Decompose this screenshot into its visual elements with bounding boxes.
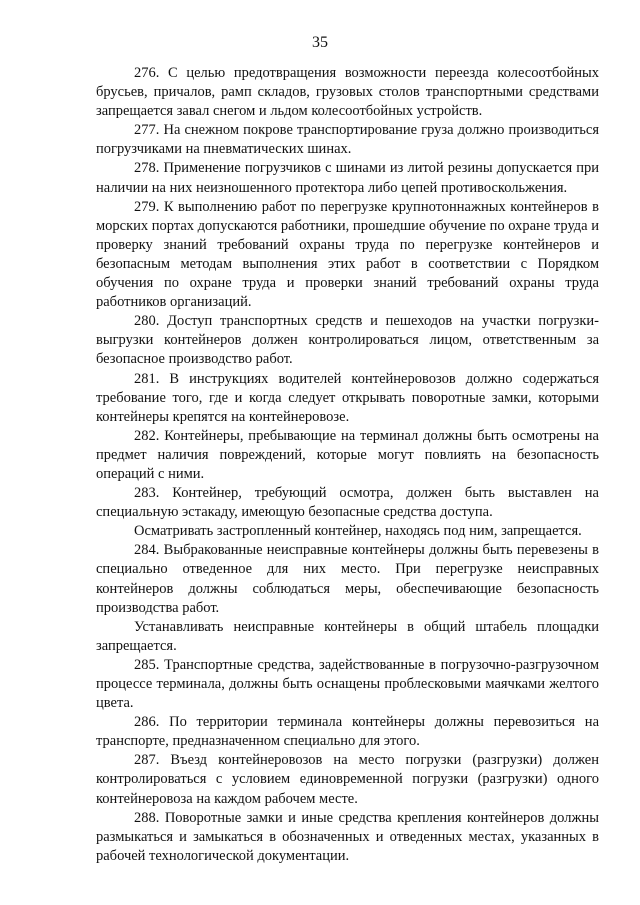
paragraph-285: 285. Транспортные средства, задействованные в погрузочно-разгрузочном процессе терминала, должны быть оснащены проблесковыми маячками желтого цвета. (96, 656, 599, 712)
paragraph-280: 280. Доступ транспортных средств и пешеходов на участки погрузки-выгрузки контейнеров должен контролироваться лицом, ответственным за безопасное производство работ. (96, 313, 599, 368)
paragraph-279: 279. К выполнению работ по перегрузке крупнотоннажных контейнеров в морских портах допускаются работники, прошедшие обучение по охране труда и проверку знаний требований охраны труда по перегрузке контейнеров и безопасным методам выполнения этих работ в соответствии с Порядком обучения по охране труда и проверки знаний требований охраны труда работников организаций. (96, 198, 599, 311)
paragraph-288: 288. Поворотные замки и иные средства крепления контейнеров должны размыкаться и замыкаться в обозначенных и отведенных местах, указанных в рабочей технологической документации. (96, 809, 599, 864)
paragraph-282: 282. Контейнеры, пребывающие на терминал должны быть осмотрены на предмет наличия повреждений, которые могут повлиять на безопасность операций с ними. (96, 427, 599, 482)
paragraph-283-note: Осматривать застропленный контейнер, находясь под ним, запрещается. (134, 523, 582, 540)
document-body (96, 64, 599, 866)
paragraph-277: 277. На снежном покрове транспортирование груза должно производиться погрузчиками на пневматических шинах. (96, 122, 599, 158)
paragraph-281: 281. В инструкциях водителей контейнеровозов должно содержаться требование того, где и когда следует открывать поворотные замки, которыми контейнеры крепятся на контейнеровозе. (96, 370, 599, 425)
paragraph-283: 283. Контейнер, требующий осмотра, должен быть выставлен на специальную эстакаду, имеющую безопасные средства доступа. (96, 485, 599, 521)
paragraph-284: 284. Выбракованные неисправные контейнеры должны быть перевезены в специально отведенное для них место. При перегрузке неисправных контейнеров должны соблюдаться меры, обеспечивающие безопасность производства работ. (96, 542, 599, 616)
paragraph-284-note: Устанавливать неисправные контейнеры в общий штабель площадки запрещается. (96, 618, 599, 654)
paragraph-286: 286. По территории терминала контейнеры должны перевозиться на транспорте, предназначенном специально для этого. (96, 714, 599, 750)
paragraph-276: 276. С целью предотвращения возможности переезда колесоотбойных брусьев, причалов, рамп складов, грузовых столов транспортными средствами запрещается завал снегом и льдом колесоотбойных устройств. (96, 65, 599, 120)
paragraph-278: 278. Применение погрузчиков с шинами из литой резины допускается при наличии на них неизношенного протектора либо цепей противоскольжения. (96, 160, 599, 196)
paragraph-287: 287. Въезд контейнеровозов на место погрузки (разгрузки) должен контролироваться с условием единовременной погрузки (разгрузки) одного контейнеровоза на каждом рабочем месте. (96, 752, 599, 807)
page-number: 35 (312, 34, 328, 51)
